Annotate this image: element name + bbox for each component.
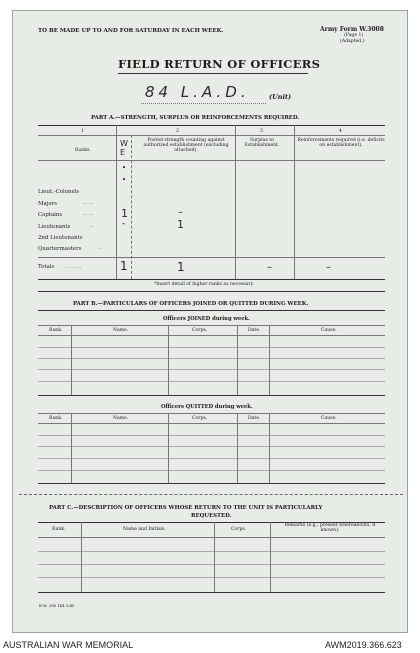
joined-divider-3 <box>237 325 238 395</box>
part-c-header-bottom <box>38 537 385 538</box>
title-underline <box>118 73 308 74</box>
surplus-header: Surplus to Establishment. <box>244 138 280 148</box>
footer-accession-number: AWM2019.366.623 <box>325 640 402 650</box>
totals-label: Totals <box>38 264 55 270</box>
joined-col-name: Name. <box>113 328 129 333</box>
col-divider-ranks <box>116 125 117 279</box>
quitted-col-rank: Rank. <box>49 416 63 421</box>
unit-handwritten: 84 L.A.D. <box>145 83 250 101</box>
part-c-col-name: Name and Initials. <box>123 527 166 532</box>
form-page: (Page 1) <box>344 33 364 38</box>
lieutenants-posted-entry: 1 <box>177 218 184 231</box>
col-number-3: 3 <box>260 129 263 134</box>
part-a-bottom-rule <box>38 291 385 292</box>
totals-leader: ... ... ... <box>65 265 82 270</box>
header-bottom-rule <box>38 160 385 161</box>
ranks-header: Ranks. <box>75 148 91 153</box>
unit-dotted-line <box>141 103 266 104</box>
form-sheet <box>12 10 408 633</box>
col-number-rule <box>38 135 385 136</box>
part-c-row-1 <box>38 551 385 552</box>
joined-row-3 <box>38 369 385 370</box>
quitted-col-name: Name. <box>113 416 129 421</box>
col-number-2: 2 <box>176 129 179 134</box>
col-number-4: 4 <box>339 129 342 134</box>
leader-quartermasters: .. <box>98 246 101 251</box>
unit-label: (Unit) <box>269 93 292 101</box>
part-c-bottom-rule <box>38 592 385 593</box>
part-a-top-rule <box>38 125 385 126</box>
quitted-divider-4 <box>269 413 270 483</box>
form-adapted: (Adapted.) <box>340 39 365 44</box>
joined-bottom-rule <box>38 395 385 396</box>
quitted-col-date: Date. <box>248 416 261 421</box>
part-c-col-remarks: Remarks (e.g., present whereabouts, if known). <box>284 523 376 533</box>
quitted-divider-1 <box>71 413 72 483</box>
col-divider-posted <box>235 125 236 279</box>
joined-col-corps: Corps. <box>192 328 208 333</box>
joined-row-4 <box>38 381 385 382</box>
rank-2nd-lieutenants: 2nd Lieutenants <box>38 235 83 241</box>
joined-divider-1 <box>71 325 72 395</box>
reinforcements-header: Reinforcements required (i.e. deficits on establishment). <box>297 138 385 148</box>
quitted-row-1 <box>38 435 385 436</box>
totals-top-rule <box>38 257 385 258</box>
we-dot-2: • <box>122 176 127 184</box>
leader-lieutenants: ... <box>89 224 94 229</box>
totals-bottom-rule <box>38 279 385 280</box>
lieutenants-we-entry: - <box>122 219 126 229</box>
joined-row-1 <box>38 347 385 348</box>
quitted-header-top <box>38 413 385 414</box>
col-number-1: 1 <box>81 129 84 134</box>
we-dot-1: • <box>122 164 127 172</box>
joined-row-2 <box>38 358 385 359</box>
totals-reinforcements: – <box>326 262 331 273</box>
totals-surplus: – <box>267 262 272 273</box>
part-c-heading-line2: REQUESTED. <box>191 513 232 519</box>
form-number: Army Form W.3008 <box>320 26 384 33</box>
part-c-col-rank: Rank. <box>52 527 66 532</box>
quitted-row-3 <box>38 458 385 459</box>
part-a-footnote: *Insert detail of higher ranks as necessary. <box>154 282 255 287</box>
part-c-divider-1 <box>81 522 82 592</box>
quitted-row-2 <box>38 446 385 447</box>
part-c-row-2 <box>38 564 385 565</box>
joined-col-rank: Rank. <box>49 328 63 333</box>
footer <box>0 639 420 653</box>
quitted-col-cause: Cause. <box>321 416 337 421</box>
quitted-divider-2 <box>168 413 169 483</box>
joined-divider-2 <box>168 325 169 395</box>
rank-majors: Majors <box>38 201 57 207</box>
footer-institution: AUSTRALIAN WAR MEMORIAL <box>3 640 134 650</box>
totals-posted: 1 <box>177 260 185 274</box>
quitted-col-corps: Corps. <box>192 416 208 421</box>
posted-strength-header: Posted strength counting against authorized establishment (excluding attached). <box>143 138 229 153</box>
form-title: FIELD RETURN OF OFFICERS <box>118 57 321 71</box>
rank-lieutenants: Lieutenants <box>38 224 71 230</box>
leader-captains: ... ... <box>83 212 94 217</box>
quitted-row-4 <box>38 470 385 471</box>
part-b-heading: PART B.—PARTICULARS OF OFFICERS JOINED OR QUITTED DURING WEEK. <box>73 301 309 307</box>
perforation-line <box>19 494 403 495</box>
part-c-col-corps: Corps. <box>231 527 247 532</box>
joined-header-bottom <box>38 335 385 336</box>
part-c-divider-3 <box>270 522 271 592</box>
rank-lieut-colonels: Lieut.-Colonels <box>38 189 80 195</box>
rank-captains: Captains <box>38 212 63 218</box>
captains-we-entry: 1 <box>121 207 128 220</box>
joined-header-top <box>38 325 385 326</box>
leader-majors: ... ... <box>83 201 94 206</box>
joined-col-cause: Cause. <box>321 328 337 333</box>
print-code: B.W. 206 1E4 5/40 <box>39 603 75 608</box>
joined-col-date: Date. <box>248 328 261 333</box>
part-c-heading-line1: PART C.—DESCRIPTION OF OFFICERS WHOSE RETURN TO THE UNIT IS PARTICULARLY <box>49 505 323 511</box>
col-divider-surplus <box>294 125 295 279</box>
part-a-heading: PART A.—STRENGTH, SURPLUS OR REINFORCEMENTS REQUIRED. <box>91 115 300 121</box>
quitted-divider-3 <box>237 413 238 483</box>
part-c-divider-2 <box>214 522 215 592</box>
captains-posted-entry: – <box>178 207 183 218</box>
quitted-header-bottom <box>38 423 385 424</box>
quitted-bottom-rule <box>38 483 385 484</box>
part-c-row-3 <box>38 577 385 578</box>
joined-title: Officers JOINED during week. <box>163 316 250 322</box>
rank-quartermasters: Quartermasters <box>38 246 82 252</box>
we-handwritten-mark: W E <box>120 139 128 157</box>
joined-divider-4 <box>269 325 270 395</box>
instruction-text: TO BE MADE UP TO AND FOR SATURDAY IN EACH WEEK. <box>38 28 224 34</box>
totals-we: 1 <box>120 259 128 273</box>
quitted-title: Officers QUITTED during week. <box>161 404 253 410</box>
part-b-top-rule <box>38 310 385 311</box>
